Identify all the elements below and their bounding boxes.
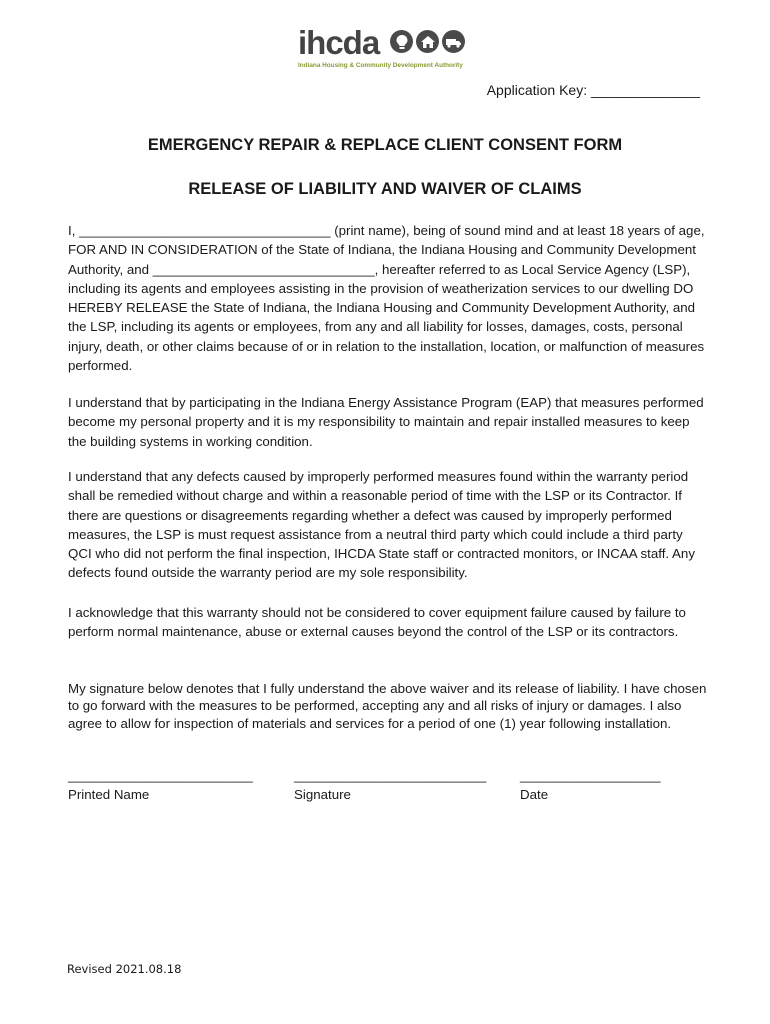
logo-wordmark: ihcda <box>298 24 380 61</box>
application-key: Application Key: ______________ <box>486 82 700 98</box>
revision-footer: Revised 2021.08.18 <box>67 962 182 976</box>
property-paragraph: I understand that by participating in the Indiana Energy Assistance Program (EAP) that measures performed become my personal property and it is my responsibility to maintain and repair installed measures to keep the building systems in working condition. <box>68 395 704 449</box>
release-paragraph: I, __________________________________ (print name), being of sound mind and at least 18 years of age, FOR AND IN CONSIDERATION of the State of Indiana, the Indiana Housing and Community Development Authority, and ______________________________, hereafter referred to as Local Service Agency (LSP), including its agents and employees assisting in the provision of weatherization services to our dwelling DO HEREBY RELEASE the State of Indiana, the Indiana Housing and Community Development Authority, and the LSP, including its agents or employees, from any and all liability for losses, damages, costs, personal injury, death, or other claims because of or in relation to the installation, location, or malfunction of measures performed. <box>68 223 705 374</box>
form-subtitle: RELEASE OF LIABILITY AND WAIVER OF CLAIMS <box>188 180 582 198</box>
ihcda-logo <box>298 24 474 72</box>
printed-name-label: Printed Name <box>68 787 150 802</box>
acknowledge-paragraph: I acknowledge that this warranty should not be considered to cover equipment failure caused by failure to perform normal maintenance, abuse or external causes beyond the control of the LSP or its contractors. <box>68 605 686 640</box>
signature-statement-paragraph: My signature below denotes that I fully understand the above waiver and its release of liability. I have chosen to go forward with the measures to be performed, accepting any and all risks of injury or damages. I also agree to allow for inspection of materials and services for a period of one (1) year following installation. <box>68 681 707 731</box>
logo-icons <box>390 30 465 53</box>
logo-tagline: Indiana Housing & Community Development Authority <box>298 62 463 69</box>
van-icon <box>442 30 465 53</box>
signature-line[interactable]: __________________________ <box>294 768 487 783</box>
signature-label: Signature <box>294 787 351 802</box>
form-title: EMERGENCY REPAIR & REPLACE CLIENT CONSENT FORM <box>147 136 623 154</box>
date-line[interactable]: ___________________ <box>520 768 661 783</box>
lightbulb-icon <box>390 30 413 53</box>
house-icon <box>416 30 439 53</box>
warranty-paragraph: I understand that any defects caused by improperly performed measures found within the warranty period shall be remedied without charge and within a reasonable period of time with the LSP or its Contractor. If there are questions or disagreements regarding whether a defect was caused by improperly performed measures, the LSP is must request assistance from a neutral third party which could include a third party QCI who did not perform the final inspection, IHCDA State staff or contracted monitors, or INCAA staff. Any defects found outside the warranty period are my sole responsibility. <box>68 469 695 581</box>
date-label: Date <box>520 787 549 802</box>
printed-name-line[interactable]: _________________________ <box>68 768 253 783</box>
